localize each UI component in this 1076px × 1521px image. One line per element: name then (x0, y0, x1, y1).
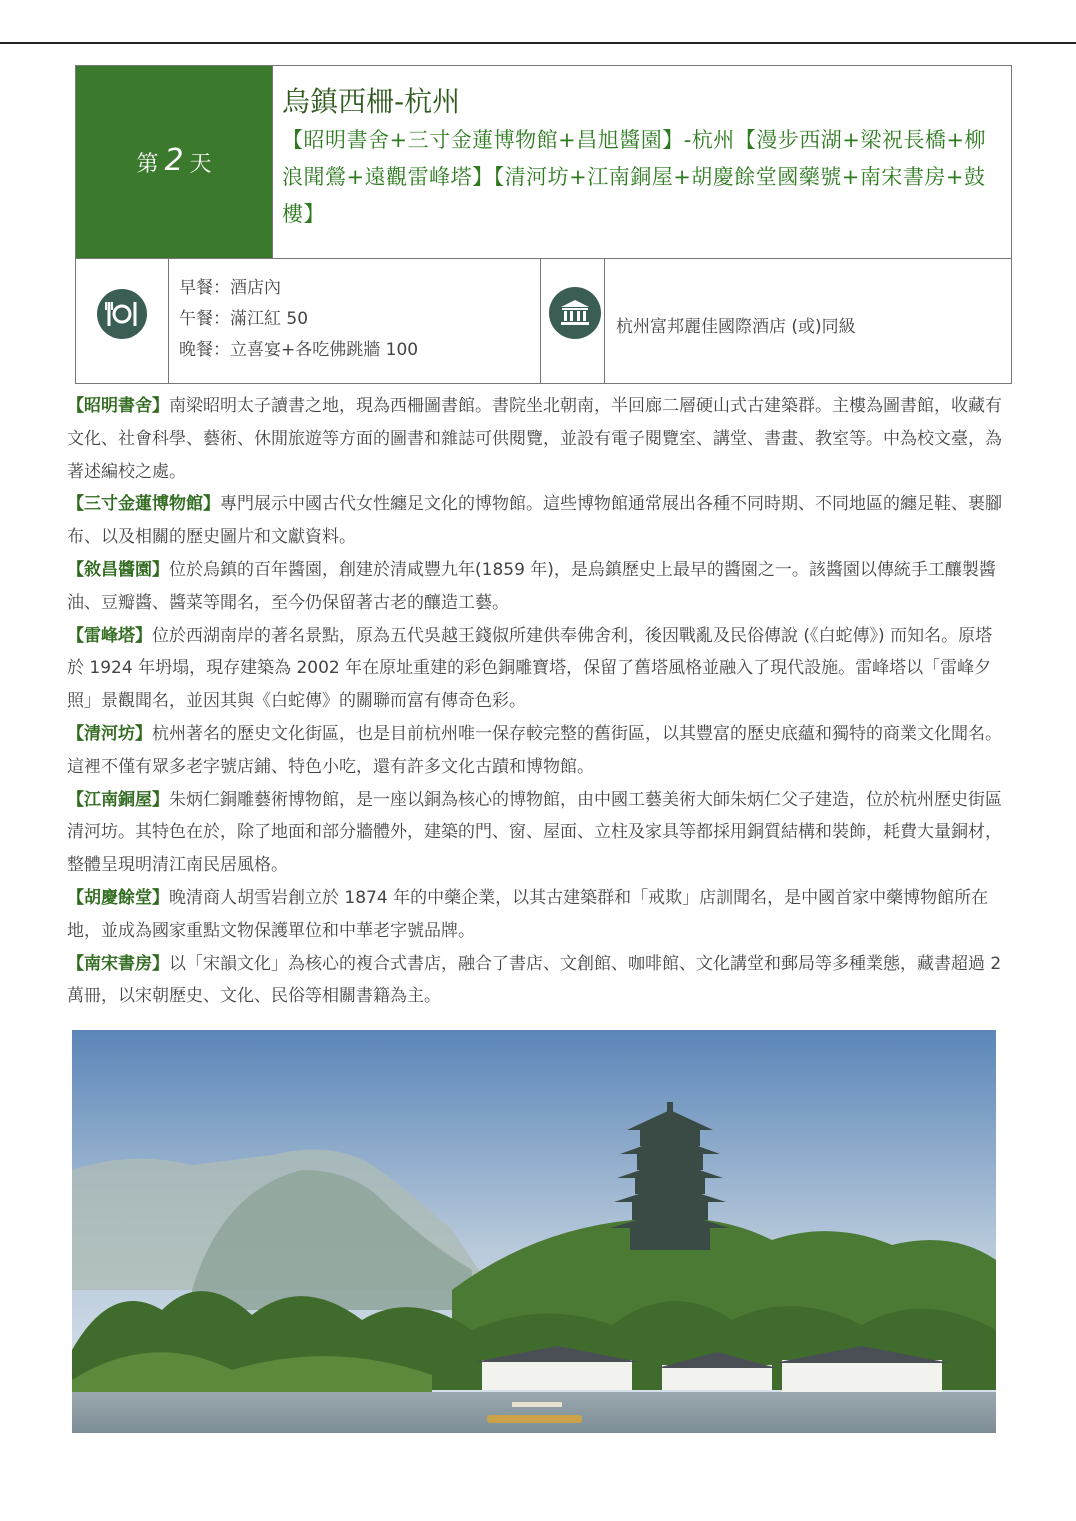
section-lotus-museum (67, 488, 1007, 554)
section-sauce-garden (67, 554, 1007, 620)
section-heading: 【胡慶餘堂】 (67, 887, 169, 908)
divider (168, 259, 169, 383)
section-text: 位於烏鎮的百年醬園，創建於清咸豐九年(1859 年)，是烏鎮歷史上最早的醬園之一。該醬園以傳統手工釀製醬油、豆瓣醬、醬菜等聞名，至今仍保留著古老的釀造工藝。 (67, 559, 996, 613)
divider (540, 259, 541, 383)
top-rule (0, 42, 1076, 44)
day-title: 烏鎮西柵-杭州 (282, 85, 461, 118)
hotel-name: 杭州富邦麗佳國際酒店 (或)同級 (616, 317, 856, 337)
section-heading: 【三寸金蓮博物館】 (67, 494, 220, 515)
section-text: 位於西湖南岸的著名景點，原為五代吳越王錢俶所建供奉佛舍利，後因戰亂及民俗傳說 (《白蛇傳》) 而知名。原塔於 1924 年坍塌，現存建築為 2002 年在原址重建的彩色銅雕寶塔，保留了舊塔風格並融入了現代設施。雷峰塔以「雷峰夕照」景觀聞名，並因其與《白蛇傳》的關聯而富有傳奇色彩。 (67, 625, 993, 712)
section-copper-house (67, 784, 1007, 882)
section-heading: 【敘昌醬園】 (67, 559, 169, 580)
attraction-descriptions (67, 390, 1007, 1013)
section-leifeng (67, 620, 1007, 718)
day-route: 【昭明書舍+三寸金蓮博物館+昌旭醬園】-杭州【漫步西湖+梁祝長橋+柳浪聞鶯+遠觀雷峰塔】【清河坊+江南銅屋+胡慶餘堂國藥號+南宋書房+鼓樓】 (282, 128, 986, 226)
section-heading: 【雷峰塔】 (67, 625, 152, 646)
day-title-cell (272, 66, 1011, 258)
section-heading: 【昭明書舍】 (67, 396, 169, 416)
section-text: 專門展示中國古代女性纏足文化的博物館。這些博物館通常展出各種不同時期、不同地區的纏足鞋、裹腳布、以及相關的歷史圖片和文獻資料。 (67, 494, 1002, 548)
lunch: 午餐：滿江紅 50 (179, 309, 309, 329)
section-heading: 【江南銅屋】 (67, 789, 169, 810)
hotel-icon (549, 287, 601, 339)
section-qinghefang (67, 718, 1007, 784)
dinner: 晚餐：立喜宴+各吃佛跳牆 100 (179, 340, 419, 360)
section-text: 南梁昭明太子讀書之地，現為西柵圖書館。書院坐北朝南，半回廊二層硬山式古建築群。主樓為圖書館，收藏有文化、社會科學、藝術、休閒旅遊等方面的圖書和雜誌可供閱覽，並設有電子閱覽室、講堂、書畫、教室等。中為校文臺，為著述編校之處。 (67, 396, 1002, 482)
meals-hotel-row (76, 258, 1011, 383)
section-text: 朱炳仁銅雕藝術博物館，是一座以銅為核心的博物館，由中國工藝美術大師朱炳仁父子建造，位於杭州歷史街區清河坊。其特色在於，除了地面和部分牆體外，建築的門、窗、屋面、立柱及家具等都採用銅質結構和裝飾，耗費大量銅材，整體呈現明清江南民居風格。 (67, 789, 1002, 876)
day-suffix: 天 (189, 151, 212, 177)
section-text: 以「宋韻文化」為核心的複合式書店，融合了書店、文創館、咖啡館、文化講堂和郵局等多種業態，藏書超過 2 萬冊，以宋朝歷史、文化、民俗等相關書籍為主。 (67, 953, 1002, 1007)
day-number: 2 (164, 142, 184, 178)
section-text: 杭州著名的歷史文化街區，也是目前杭州唯一保存較完整的舊街區，以其豐富的歷史底蘊和獨特的商業文化聞名。這裡不僅有眾多老字號店鋪、特色小吃，還有許多文化古蹟和博物館。 (67, 723, 1002, 777)
leifeng-pagoda-photo (72, 1030, 996, 1433)
itinerary-day-table (75, 65, 1012, 384)
meals-list (179, 273, 418, 366)
breakfast: 早餐：酒店內 (179, 278, 281, 298)
section-heading: 【南宋書房】 (67, 953, 169, 974)
divider (604, 259, 605, 383)
day-label (76, 66, 272, 258)
section-song-bookstore (67, 948, 1007, 1014)
day-prefix: 第 (136, 151, 159, 177)
section-text: 晚清商人胡雪岩創立於 1874 年的中藥企業，以其古建築群和「戒欺」店訓聞名，是中國首家中藥博物館所在地，並成為國家重點文物保護單位和中華老字號品牌。 (67, 887, 989, 941)
section-huqingyu (67, 882, 1007, 948)
dining-icon (97, 289, 147, 339)
section-zhaoming (67, 390, 1007, 488)
section-heading: 【清河坊】 (67, 723, 152, 744)
